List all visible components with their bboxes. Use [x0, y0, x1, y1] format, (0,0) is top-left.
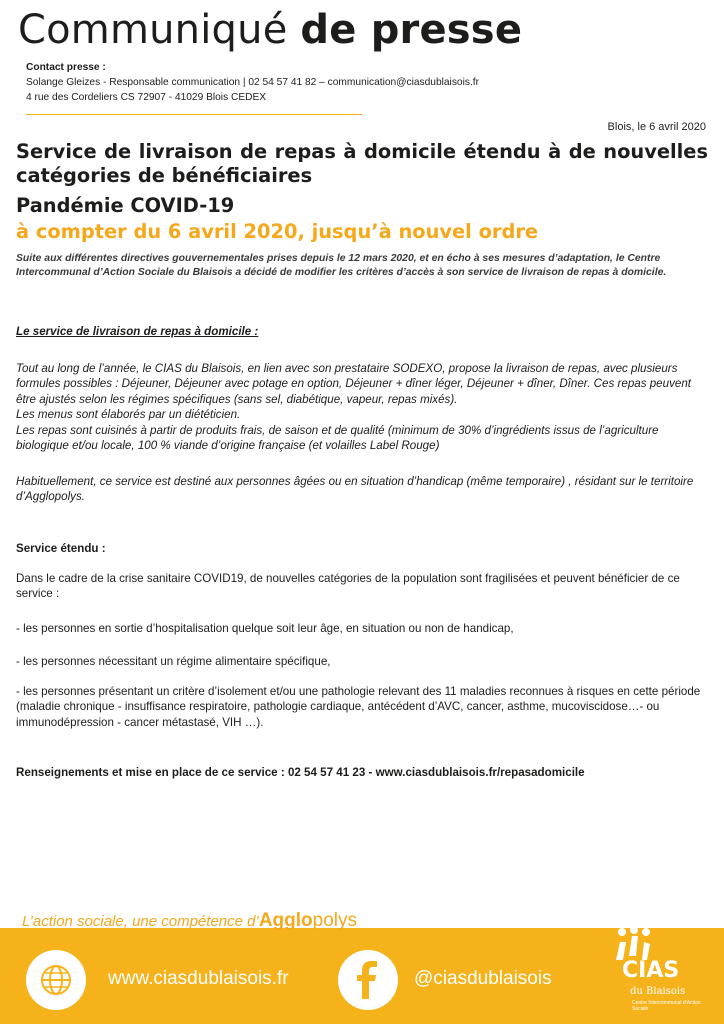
footer-website-link[interactable]: www.ciasdublaisois.fr	[108, 968, 289, 989]
cias-logo-tagline: Centre Intercommunal d’Action Sociale	[632, 1000, 701, 1012]
section-delivery-heading	[16, 324, 708, 339]
contact-line-1: Solange Gleizes - Responsable communication | 02 54 57 41 82 – communication@ciasdublaisois.fr	[26, 77, 479, 88]
validity-period: à compter du 6 avril 2020, jusqu’à nouvel ordre	[16, 220, 539, 243]
section-1-paragraph-1: Tout au long de l’année, le CIAS du Blaisois, en lien avec son prestataire SODEXO, propose la livraison de repas, avec plusieurs formules possibles : Déjeuner, Déjeuner avec potage en option, Déjeuner + dîner léger, Déjeuner + dîner, Dîner. Ces repas peuvent être ajustés selon les régimes spécifiques (sans sel, diabétique, vapeur, repas mixés).	[16, 362, 691, 406]
facebook-icon[interactable]	[338, 950, 398, 1010]
globe-icon[interactable]	[26, 950, 86, 1010]
footer-slogan	[22, 910, 357, 932]
slogan-text: L’action sociale, une compétence d’	[22, 913, 259, 930]
footer-social-handle[interactable]: @ciasdublaisois	[414, 968, 552, 989]
cias-figures-icon	[608, 926, 668, 962]
contact-divider	[26, 114, 362, 115]
cias-logo-name: CIAS	[622, 958, 680, 983]
page-masthead	[18, 7, 523, 53]
cias-logo-subtitle: du Blaisois	[630, 986, 686, 997]
intro-paragraph: Suite aux différentes directives gouvernementales prises depuis le 12 mars 2020, et en écho à ses mesures d’adaptation, le Centre Intercommunal d’Action Sociale du Blaisois a décidé de modifier les critères d’accès à son service de livraison de repas à domicile.	[16, 253, 667, 278]
section-1-paragraph-2: Les menus sont élaborés par un diététicien.	[16, 408, 241, 422]
contact-block	[26, 60, 479, 105]
cias-logo	[608, 926, 718, 1022]
section-1-paragraph-4: Habituellement, ce service est destiné aux personnes âgées ou en situation d’handicap (même temporaire) , résidant sur le territoire d’Agglopolys.	[16, 475, 694, 504]
release-date: Blois, le 6 avril 2020	[607, 121, 706, 133]
masthead-light: Communiqué	[18, 7, 288, 53]
bullet-item-hospital: - les personnes en sortie d’hospitalisation quelque soit leur âge, en situation ou non de handicap,	[16, 622, 514, 635]
contact-line-2: 4 rue des Cordeliers CS 72907 - 41029 Blois CEDEX	[26, 92, 267, 103]
section-1-heading: Le service de livraison de repas à domicile :	[16, 325, 259, 338]
brand-polys: polys	[312, 910, 358, 931]
brand-agglo: Agglo	[258, 910, 313, 931]
masthead-bold: de presse	[300, 7, 523, 53]
bullet-item-isolation: - les personnes présentant un critère d’isolement et/ou une pathologie relevant des 11 maladies reconnues à risques en cette période (maladie chronique - insuffisance respiratoire, pathologie cardiaque, antécédent d’AVC, cancer, asthme, mucoviscidose…- ou immunodépression - cancer métastasé, VIH …).	[16, 685, 701, 729]
section-delivery-body	[16, 361, 708, 453]
bullet-item-diet: - les personnes nécessitant un régime alimentaire spécifique,	[16, 655, 331, 668]
info-line[interactable]: Renseignements et mise en place de ce service : 02 54 57 41 23 - www.ciasdublaisois.fr/repasadomicile	[16, 766, 585, 779]
section-2-heading: Service étendu :	[16, 542, 106, 555]
section-2-paragraph-1: Dans le cadre de la crise sanitaire COVID19, de nouvelles catégories de la population sont fragilisées et peuvent bénéficier de ce service :	[16, 572, 680, 601]
document-subtitle: Pandémie COVID-19	[16, 194, 235, 217]
section-1-paragraph-3: Les repas sont cuisinés à partir de produits frais, de saison et de qualité (minimum de 30% d’ingrédients issus de l’agriculture biologique et/ou locale, 100 % viande d’origine française (et volailles Label Rouge)	[16, 423, 659, 453]
document-title: Service de livraison de repas à domicile étendu à de nouvelles catégories de bénéficiaires	[16, 140, 708, 187]
contact-label: Contact presse :	[26, 62, 106, 73]
